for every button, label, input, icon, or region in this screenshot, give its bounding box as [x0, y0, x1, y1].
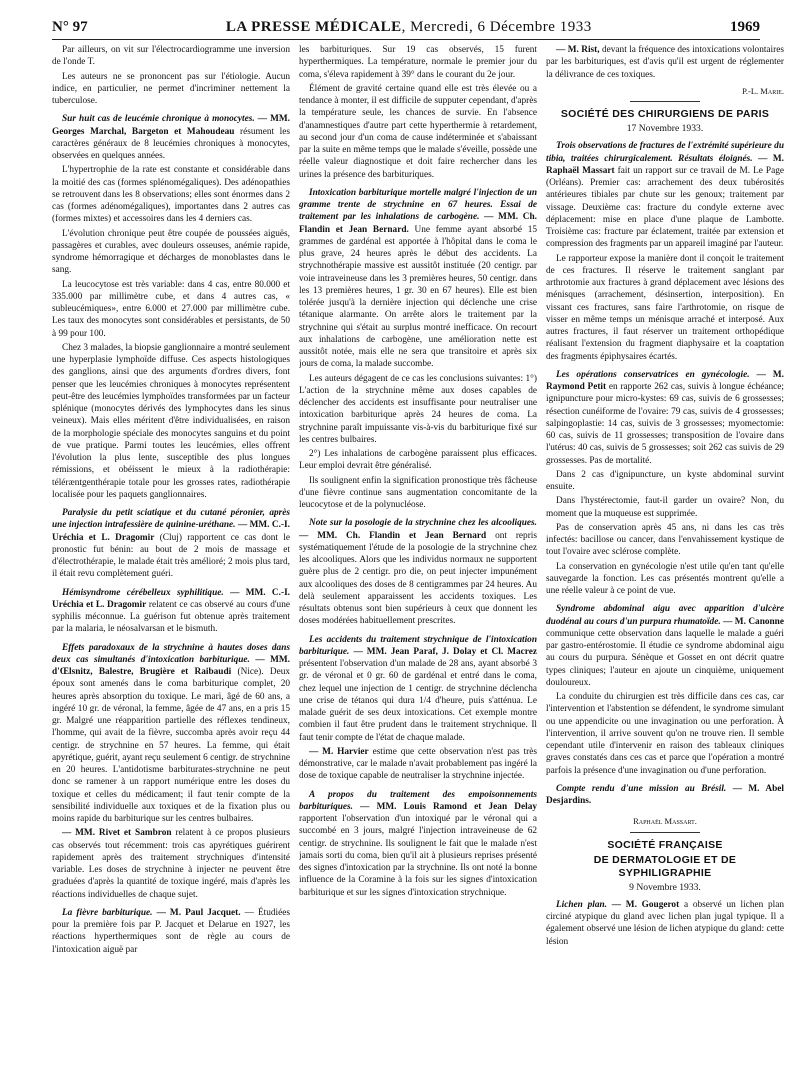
paragraph: Dans 2 cas d'ignipuncture, un kyste abdominal survint ensuite.: [546, 469, 784, 492]
article-authors: — M. Gougerot: [611, 899, 680, 910]
paragraph: Le rapporteur expose la manière dont il conçoit le traitement de ces fractures. Il réserve le traitement sanglant par arthrotomie aux fractures à grand déplacement avec lésions des ménisques (arrachement, désinsertion, interposition). En vissant ces fractures, sans faire l'arthrotomie, on risque de visser en même temps un ménisque arraché et interposé. Aux autres fractures, il faut réserver un traitement orthopédique réalisant l'extension du fragment diaphysaire et la coaptation des fragments épiphysaires écartés.: [546, 253, 784, 362]
article-title: La fièvre barbiturique.: [62, 907, 153, 918]
society-heading: SOCIÉTÉ FRANÇAISE: [607, 838, 723, 851]
article-text: communique cette observation dans laquelle le malade a guéri par gastro-entérostomie. Il étudie ce syndrome abdominal aigu au cours du purpura. Sénèque et Gosset en ont décrit quatre types cliniques; l'auteur en ajoute un cinquième, uniquement douloureux.: [546, 628, 784, 688]
paragraph: Les auteurs dégagent de ce cas les conclusions suivantes: 1°) L'action de la strychnine même aux doses capables de déclencher des accidents est insuffisante pour neutraliser une intoxication barbiturique après 24 heures de coma. La strychnine paraît impuissante vis-à-vis du barbiturique fixé sur les centres bulbaires.: [299, 373, 537, 445]
paragraph: Les auteurs ne se prononcent pas sur l'étiologie. Aucun indice, en particulier, ne permet d'incriminer nettement la tuberculose.: [52, 71, 290, 106]
article-fievre-barbiturique: [52, 907, 290, 956]
article-title: Sur huit cas de leucémie chronique à monocytes.: [62, 114, 255, 125]
issue-number: N° 97: [52, 19, 88, 35]
article-authors: — M. Canonne: [723, 616, 784, 627]
section-divider: [630, 832, 700, 833]
article-authors: — MM. Louis Ramond et Jean Delay: [360, 801, 537, 812]
article-authors: — M. Raymond Petit: [546, 369, 784, 392]
article-paralysie: [52, 507, 290, 581]
paragraph: 2°) Les inhalations de carbogène paraissent plus efficaces. Leur emploi devrait être généralisé.: [299, 449, 537, 472]
signature: P.-L. Marie.: [742, 85, 784, 96]
article-text: présentent l'observation d'un malade de 28 ans, ayant absorbé 3 gr. de véronal et 0 gr. 60 de gardénal et entré dans le coma, chez lequel une injection de 1 centigr. de strychnine déclencha une crise de tétanos qui dura 1/4 d'heure, puis s'atténua. Le malade guérit de ses deux intoxications. Cet exemple montre combien il faut être prudent dans le traitement strychnique. Il faut tenir compte de l'état de chaque malade.: [299, 659, 537, 743]
column-2: [299, 44, 537, 1074]
page-header: [52, 10, 760, 40]
paragraph: [52, 827, 290, 901]
paragraph: [546, 44, 784, 81]
article-title: Les opérations conservatrices en gynécologie.: [556, 369, 750, 380]
article-text: estime que cette observation n'est pas très démonstrative, car le malade n'avait probablement pas ingéré la dose de toxique capable de neutraliser la strychnine injectée.: [299, 746, 537, 782]
article-text: relatent à ce propos plusieurs cas observés tout récemment: trois cas apyrétiques guérirent rapidement après des traitement strychniques d'intensité variable. Les doses de strychnine à injecter ne peuvent être graduées d'après la quantité de toxique ingéré, mais d'après les réactions individuelles de chaque sujet.: [52, 828, 290, 900]
article-authors: — MM. Georges Marchal, Bargeton et Mahoudeau: [52, 114, 290, 137]
article-lichen-plan: [546, 899, 784, 948]
society-heading-sub: DE DERMATOLOGIE ET DE SYPHILIGRAPHIE: [593, 853, 737, 879]
article-text: relatent ce cas observé au cours d'une syphilis méconnue. La guérison fut obtenue après traitement par la malaria, le néosalvarsan et le bismuth.: [52, 599, 290, 635]
paragraph: Chez 3 malades, la biopsie ganglionnaire a montré seulement une hyperplasie lymphoïde diffuse. Ces aspects histologiques des ganglions, ainsi que des arguments d'ordres divers, font penser que les leucémies chroniques à monocytes représentent peut-être des leucémies lymphoïdes transformées par un facteur splénique (monocytes dérivés des lymphocytes dans les sinus veineux). Mais elles méritent d'être individualisées, en raison de la morphologie spéciale des monocytes sanguins et du point de vue pratique. Parmi toutes les leucémies, elles offrent l'évolution la plus lente, susceptible des plus longues rémissions, et obéissent le mieux à la radiothérapie: téléræntgenthérapie totale pour les grosses rates, radiothérapie localisée pour les paquets ganglionnaires.: [52, 342, 290, 500]
article-hemisyndrome: [52, 587, 290, 636]
article-text: — Étudiées pour la première fois par P. Jacquet et Delarue en 1927, les réactions hyperthermiques sont de règle au cours de l'intoxication aiguë par: [52, 907, 290, 955]
article-authors: — MM. d'Œlsnitz, Balestre, Brugière et Raibaudi: [52, 654, 290, 677]
article-intoxication-mortelle: [299, 187, 537, 371]
session-date: 17 Novembre 1933.: [626, 123, 704, 134]
discussant-authors: — MM. Rivet et Sambron: [62, 828, 172, 839]
discussant-authors: — M. Rist,: [556, 45, 600, 55]
article-empoisonnements: [299, 789, 537, 899]
article-title: Paralysie du petit sciatique et du cutané péronier, après une injection intrafessière de quinine-uréthane.: [52, 508, 290, 531]
article-fractures-tibia: [546, 140, 784, 250]
journal-name: LA PRESSE MÉDICALE: [225, 19, 402, 35]
article-text: ont repris systématiquement l'étude de la posologie de la strychnine chez les alcooliques. Alors que les individus normaux ne supportent guère plus de 2 centigr. pro die, on peut injecter impunément aux alcooliques des doses de 8 centigrammes par 24 heures. Au delà seulement apparaissent les accidents toxiques. Les résultats obtenus sont bien supérieurs à ceux que donnent les doses modérées habituellement prescrites.: [299, 530, 537, 627]
paragraph: L'hypertrophie de la rate est constante et considérable dans la moitié des cas (formes splénomégaliques). Des adénopathies se retrouvent dans les 8 observations; elles sont énormes dans 2 cas (formes adénomégaliques), importantes dans 2 autres cas (formes mixtes) et accessoires dans les 4 derniers cas.: [52, 165, 290, 225]
article-title: Effets paradoxaux de la strychnine à hautes doses dans deux cas simultanés d'intoxication barbiturique.: [52, 642, 290, 665]
article-posologie: [299, 517, 537, 627]
page-number: 1969: [729, 19, 760, 35]
article-text: Une femme ayant absorbé 15 grammes de gardénal est apportée à l'hôpital dans le coma le plus grave, 24 heures après le début des accidents. La strychnothérapie massive est aussitôt instituée (20 centigr. par voie intraveineuse dans les 3 premières heures, 50 centigr. dans les 13 premières heures, 1 gr. 30 en 67 heures). Elle est bien tolérée jusqu'à la dernière injection qui déclenche une crise tétanique alarmante. On arrête alors le traitement par la strychnine qui s'était au surplus montré inefficace. On recourt aux inhalations de carbogène, une amélioration nette est aussitôt notée, mais elle ne sera que transitoire et après six jours de coma, la malade succombe.: [299, 224, 537, 370]
society-heading: SOCIÉTÉ DES CHIRURGIENS DE PARIS: [560, 108, 770, 120]
article-title: Note sur la posologie de la strychnine chez les alcooliques.: [309, 518, 537, 529]
journal-title: [226, 19, 592, 36]
article-authors: — MM. Ch. Flandin et Jean Bernard: [299, 530, 487, 541]
article-text: résument les caractères généraux de 8 leucémies chroniques à monocytes, observées en quelques années.: [52, 126, 290, 161]
article-authors: — M. Abel Desjardins.: [546, 783, 784, 806]
article-authors: — MM. C.-I. Uréchia et L. Dragomir: [52, 587, 290, 610]
article-accidents: [299, 634, 537, 744]
article-title: Hémisyndrome cérébelleux syphilitique.: [62, 587, 224, 598]
article-gynecologie: [546, 369, 784, 467]
column-3: [546, 44, 784, 1074]
issue-date: , Mercredi, 6 Décembre 1933: [401, 19, 592, 35]
paragraph: L'évolution chronique peut être coupée de poussées aiguës, passagères et curables, avec douleurs osseuses, anémie rapide, syndrome hémorragique et décharges de monoblastes dans le sang.: [52, 228, 290, 276]
paragraph: [299, 746, 537, 783]
session-date: 9 Novembre 1933.: [629, 881, 701, 893]
article-title: Intoxication barbiturique mortelle malgré l'injection de un gramme trente de strychnine en 67 heures. Essai de traitement par les inhalations de carbogène.: [299, 187, 537, 223]
article-authors: — MM. Jean Paraf, J. Dolay et Cl. Macrez: [353, 646, 537, 657]
article-effets-paradoxaux: [52, 642, 290, 826]
article-authors: — M. Paul Jacquet.: [156, 907, 241, 918]
article-text: a observé un lichen plan circiné atypique du gland avec lichen plan jugal typique. Il a également observé une lésion de lichen atypique du gland: cette lésion: [546, 899, 784, 947]
discussant-authors: — M. Harvier: [309, 746, 369, 757]
paragraph: Pas de conservation après 45 ans, ni dans les cas très infectés: bacillose ou cancer, dans l'envahissement kystique de tout l'ovaire avec sclérose complète.: [546, 522, 784, 558]
article-title: Lichen plan.: [556, 899, 607, 910]
article-title: Les accidents du traitement strychnique de l'intoxication barbiturique.: [299, 634, 537, 657]
article-text: rapportent l'observation d'un intoxiqué par le véronal qui a succombé en 3 jours, malgré l'injection intraveineuse de 62 centigr. de strychnine. Ils soulignent le fait que le malade n'est jamais sorti du coma, bien qu'il ait à plusieurs reprises présenté des signes d'intoxication par la strychnine. Ils ont noté la bonne influence de la Coramine à la fois sur les signes d'intoxication barbiturique et sur les signes d'intoxication strychnique.: [299, 814, 537, 898]
article-mission-bresil: [546, 783, 784, 808]
article-text: (Nice). Deux époux sont amenés dans le coma barbiturique complet, 20 heures après absorption du toxique. Le mari, âgé de 60 ans, a ingéré 10 gr. de véronal, la femme, âgée de 47 ans, en a pris 15 gr. Malgré une réapparition partielle des réflexes tendineux, l'homme, qui avait de la fièvre, succomba après avoir reçu 44 centigr. de strychnine en 57 heures. La femme, qui était apyrétique, guérit, ayant reçu seulement 6 centigr. de strychnine en 20 heures. L'antidotisme barbiturates-strychnine ne peut donc se ramener à un rapport numérique entre les doses du toxique et celles du médicament; il faut tenir compte de la sensibilité individuelle aux toxiques et de la fixation plus ou moins rapide du barbiturique sur les centres bulbaires.: [52, 667, 290, 824]
article-text: devant la fréquence des intoxications volontaires par les barbituriques, est d'avis qu'il est urgent de réglementer la délivrance de ces toxiques.: [546, 45, 784, 80]
paragraph: La conservation en gynécologie n'est utile qu'en tant qu'elle sauvegarde la fonction. Les cas présentés montrent qu'elle a une réelle valeur à ce point de vue.: [546, 561, 784, 596]
paragraph: Par ailleurs, on vit sur l'électrocardiogramme une inversion de l'onde T.: [52, 45, 290, 68]
signature: Raphaël Massart.: [633, 816, 697, 827]
paragraph: Ils soulignent enfin la signification pronostique très fâcheuse d'une fièvre continue sans augmentation concomitante de la leucocytose et de la polynucléose.: [299, 475, 537, 510]
article-authors: — MM. C.-I. Uréchia et L. Dragomir: [52, 520, 290, 543]
section-divider: [630, 101, 700, 102]
paragraph: La leucocytose est très variable: dans 4 cas, entre 80.000 et 335.000 par millimètre cube, et dans 4 autres cas, « subleucémiques», entre 6.000 et 27.000 par millimètre cube. Les taux des monocytes sont considérables et persistants, de 50 à 99 pour 100.: [52, 279, 290, 339]
article-authors: — M. Raphaël Massart: [546, 153, 784, 176]
paragraph: Élément de gravité certaine quand elle est très élevée ou a tendance à monter, il est difficile de supputer cependant, d'après la température seule, les chances de survie. En l'absence d'anamnestiques d'autre part cette hyperthermie à retardement, au second jour d'un coma de cause indéterminée et s'abaissant par la suite en même temps que le malade s'éveille, possède une réelle valeur diagnostique et doit faire rechercher dans les urines la présence des barbituriques.: [299, 83, 537, 180]
article-leucemie: [52, 113, 290, 162]
article-title: A propos du traitement des empoisonnements barbituriques.: [299, 789, 537, 812]
article-text: (Cluj) rapportent ce cas dont le pronostic fut bénin: au bout de 2 mois de massage et d'électrothérapie, le malade était très amélioré; 2 mois plus tard, il était revu complètement guéri.: [52, 532, 290, 580]
article-title: Syndrome abdominal aigu avec apparition d'ulcère duodénal au cours d'un purpura rhumatoïde.: [546, 604, 784, 627]
column-1: [52, 44, 290, 1074]
article-title: Compte rendu d'une mission au Brésil.: [556, 783, 727, 794]
article-text: fait un rapport sur ce travail de M. Le Page (Orléans). Premier cas: arrachement des deux tubérosités antérieures tibiales par chute sur les genoux; traitement par vissage. Deuxième cas: fracture du condyle externe avec déplacement: mise en place d'une plaque de Lambotte. Troisième cas: fracture par éclatement, traitée par extension et compression des fragments par un appareil imaginé par l'auteur.: [546, 165, 784, 250]
article-authors: — MM. Ch. Flandin et Jean Bernard.: [299, 212, 537, 235]
paragraph: Dans l'hystérectomie, faut-il garder un ovaire? Non, du moment que la muqueuse est supprimée.: [546, 496, 784, 519]
article-syndrome-abdominal: [546, 603, 784, 689]
article-title: Trois observations de fractures de l'extrémité supérieure du tibia, traitées chirurgicalement. Résultats éloignés.: [546, 141, 784, 164]
article-text: en rapporte 262 cas, suivis à longue échéance; ignipuncture pour micro-kystes: 69 cas, suivis de 6 grossesses; résection cunéiforme de l'ovaire: 79 cas, suivis de 4 grossesses; salpingoplastie: 14 cas, suivis de 3 grossesses; myomectomie: 60 cas, suivis de 11 grossesses; transposition de l'ovaire dans l'utérus: 40 cas, suivis de 5 grossesses; soit 262 cas suivis de 29 grossesses. Pas de mortalité.: [546, 382, 784, 466]
paragraph: La conduite du chirurgien est très difficile dans ces cas, car l'intervention et l'abstention se défendent, le syndrome simulant ou une appendicite ou une invagination ou une perforation. À l'intervention, il arrive souvent qu'on ne trouve rien. Il semble cependant utile d'intervenir en raison des tableaux cliniques graves constatés dans ces cas et parce que l'opération a montré parfois la présence d'une invagination ou d'une perforation.: [546, 692, 784, 776]
paragraph: les barbituriques. Sur 19 cas observés, 15 furent hyperthermiques. La température, normale le premier jour du coma, s'éleva rapidement à 39° dans le courant du 2e jour.: [299, 45, 537, 80]
